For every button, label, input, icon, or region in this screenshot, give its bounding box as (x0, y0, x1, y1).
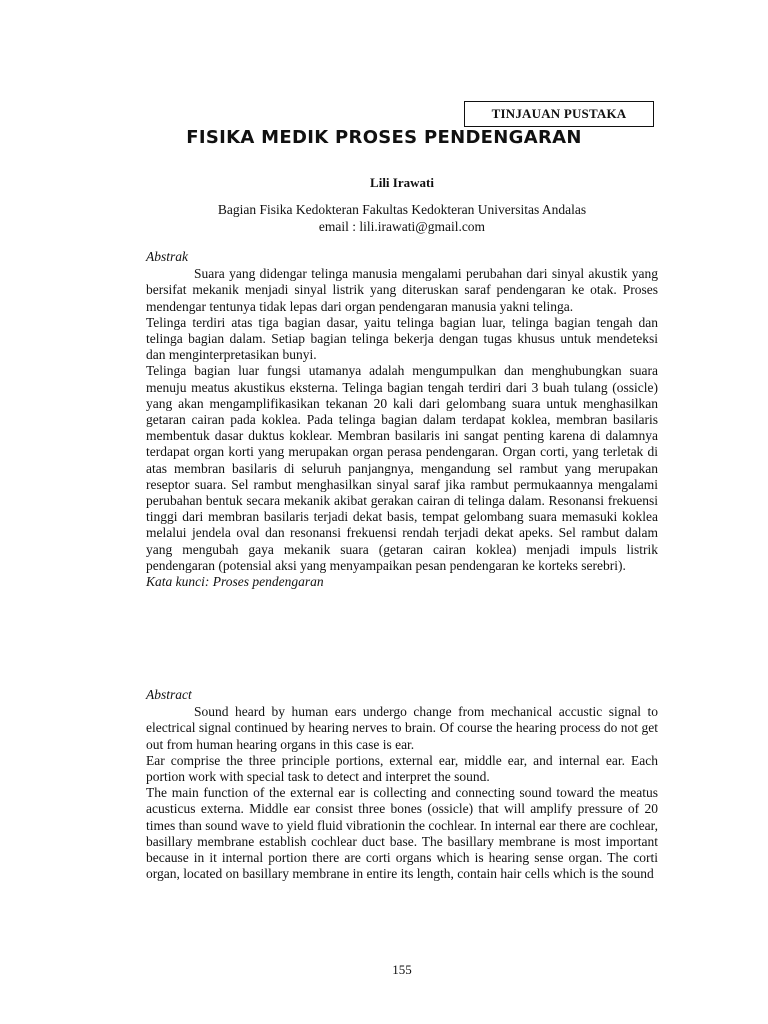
page-number: 155 (392, 962, 412, 977)
abstrak-paragraph: Telinga terdiri atas tiga bagian dasar, yaitu telinga bagian luar, telinga bagian tengah dan telinga bagian dalam. Setiap bagian telinga bekerja dengan tugas khusus untuk mendeteksi dan menginterpretasikan bunyi. (146, 314, 658, 363)
abstrak-heading: Abstrak (146, 249, 188, 264)
abstract-heading: Abstract (146, 687, 192, 702)
abstract-paragraph: Sound heard by human ears undergo change from mechanical accustic signal to electrical signal continued by hearing nerves to brain. Of course the hearing process do not get out from human hearing organs in this case is ear. (146, 704, 658, 752)
abstract-paragraph: The main function of the external ear is collecting and connecting sound toward the meatus acusticus externa. Middle ear consist three bones (ossicle) that will amplify pressure of 20 times than sound wave to yield fluid vibrationin the cochlear. In internal ear there are cochlear, basillary membrane establish cochlear duct base. The basillary membrane is most important because in it internal portion there are corti organs which is hearing sense organ. The corti organ, located on basillary membrane in entire its length, contain hair cells which is the sound (146, 785, 658, 882)
abstract-section (146, 687, 658, 882)
section-label: TINJAUAN PUSTAKA (464, 101, 654, 127)
email-text: email : lili.irawati@gmail.com (318, 219, 486, 234)
keywords: Kata kunci: Proses pendengaran (146, 574, 324, 590)
paper-title: FISIKA MEDIK PROSES PENDENGARAN (186, 127, 582, 148)
author-affiliation (0, 201, 768, 235)
abstract-paragraph: Ear comprise the three principle portions, external ear, middle ear, and internal ear. Each portion work with special task to detect and interpret the sound. (146, 752, 658, 785)
affiliation-text: Bagian Fisika Kedokteran Fakultas Kedokteran Universitas Andalas (217, 202, 587, 217)
abstrak-paragraph: Telinga bagian luar fungsi utamanya adalah mengumpulkan dan menghubungkan suara menuju meatus akustikus eksterna. Telinga bagian tengah terdiri dari 3 buah tulang (ossicle) yang akan mengamplifikasikan tekanan 20 kali dari gelombang suara untuk menghasilkan getaran cairan pada koklea. Pada telinga bagian dalam terdapat koklea, membran basilaris membentuk dasar duktus koklear. Membran basilaris ini sangat penting karena di dalamnya terdapat organ korti yang merupakan organ perasa pendengaran. Organ corti, yang terletak di atas membran basilaris di seluruh panjangnya, mengandung sel rambut yang merupakan reseptor suara. Sel rambut menghasilkan sinyal saraf jika rambut permukaannya mengalami perubahan bentuk secara mekanik akibat gerakan cairan di telinga dalam. Resonansi frekuensi tinggi dari membran basilaris terjadi dekat basis, tempat gelombang suara memasuki koklea melalui jendela oval dan resonansi frekuensi rendah terjadi dekat apeks. Sel rambut dalam yang mengubah gaya mekanik suara (getaran cairan koklea) menjadi impuls listrik pendengaran (potensial aksi yang menyampaikan pesan pendengaran ke korteks serebri). (146, 363, 658, 573)
abstrak-section (146, 249, 658, 590)
abstrak-paragraph: Suara yang didengar telinga manusia mengalami perubahan dari sinyal akustik yang bersifat mekanik menjadi sinyal listrik yang diteruskan saraf pendengaran ke otak. Proses mendengar tentunya tidak lepas dari organ pendengaran manusia yakni telinga. (146, 266, 658, 314)
author-name: Lili Irawati (370, 175, 434, 190)
